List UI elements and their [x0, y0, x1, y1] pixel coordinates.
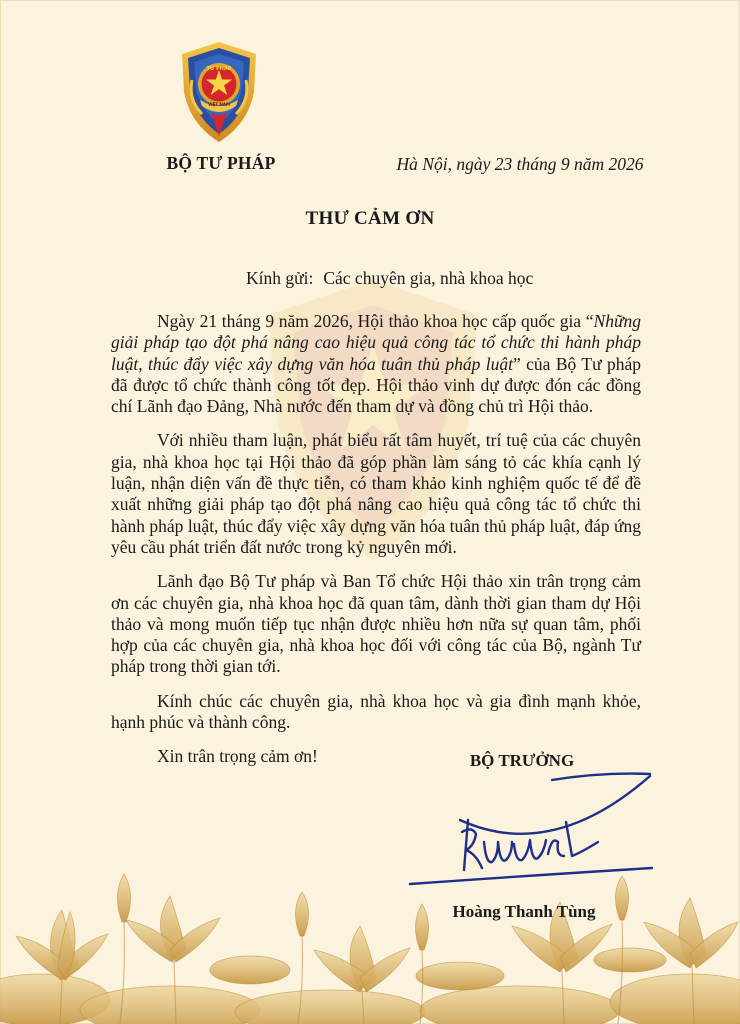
closing-line: Xin trân trọng cảm ơn! — [157, 746, 318, 767]
svg-text:VIỆT NAM: VIỆT NAM — [208, 102, 230, 107]
paragraph-3: Lãnh đạo Bộ Tư pháp và Ban Tổ chức Hội thảo xin trân trọng cảm ơn các chuyên gia, nhà khoa học đã quan tâm, dành thời gian tham dự Hội thảo và mong muốn tiếp tục nhận được nhiều hơn nữa sự quan tâm, phối hợp của các chuyên gia, nhà khoa học đối với công tác của Bộ, ngành Tư pháp trong thời gian tới. — [111, 571, 641, 677]
ministry-name: BỘ TƯ PHÁP — [166, 153, 276, 173]
paragraph-4: Kính chúc các chuyên gia, nhà khoa học và gia đình mạnh khỏe, hạnh phúc và thành công. — [111, 690, 641, 733]
place-date: Hà Nội, ngày 23 tháng 9 năm 2026 — [396, 154, 644, 174]
handwritten-signature — [402, 772, 664, 892]
recipient-line — [246, 268, 533, 289]
conference-title: Những giải pháp tạo đột phá nâng cao hiệu quả công tác tổ chức thi hành pháp luật, thúc đẩy việc xây dựng văn hóa tuân thủ pháp luật — [111, 311, 641, 374]
paragraph-2: Với nhiều tham luận, phát biểu rất tâm huyết, trí tuệ của các chuyên gia, nhà khoa học tại Hội thảo đã góp phần làm sáng tỏ các khía cạnh lý luận, nhận diện vấn đề thực tiễn, có tham khảo kinh nghiệm quốc tế để đề xuất những giải pháp tạo đột phá nâng cao hiệu quả công tác tổ chức thi hành pháp luật, thúc đẩy việc xây dựng văn hóa tuân thủ pháp luật, đáp ứng yêu cầu phát triển đất nước trong kỷ nguyên mới. — [111, 430, 641, 557]
letter-body — [111, 311, 641, 768]
paragraph-1 — [111, 311, 641, 417]
signer-title: BỘ TRƯỞNG — [469, 751, 575, 770]
signer-name: Hoàng Thanh Tùng — [452, 902, 596, 921]
paragraph-1-lead: Ngày 21 tháng 9 năm 2026, Hội thảo khoa học cấp quốc gia “ — [157, 311, 594, 331]
recipient-label: Kính gửi: — [246, 268, 314, 288]
paragraph-1-tail: ” của Bộ Tư pháp đã được tổ chức thành công tốt đẹp. Hội thảo vinh dự được đón các đồng chí Lãnh đạo Đảng, Nhà nước đến tham dự và đồng chủ trì Hội thảo. — [111, 353, 641, 417]
letter-title: THƯ CẢM ƠN — [305, 208, 435, 229]
ministry-emblem — [178, 40, 260, 144]
svg-text:TƯ PHÁP: TƯ PHÁP — [206, 66, 232, 72]
recipient-value: Các chuyên gia, nhà khoa học — [323, 268, 534, 288]
